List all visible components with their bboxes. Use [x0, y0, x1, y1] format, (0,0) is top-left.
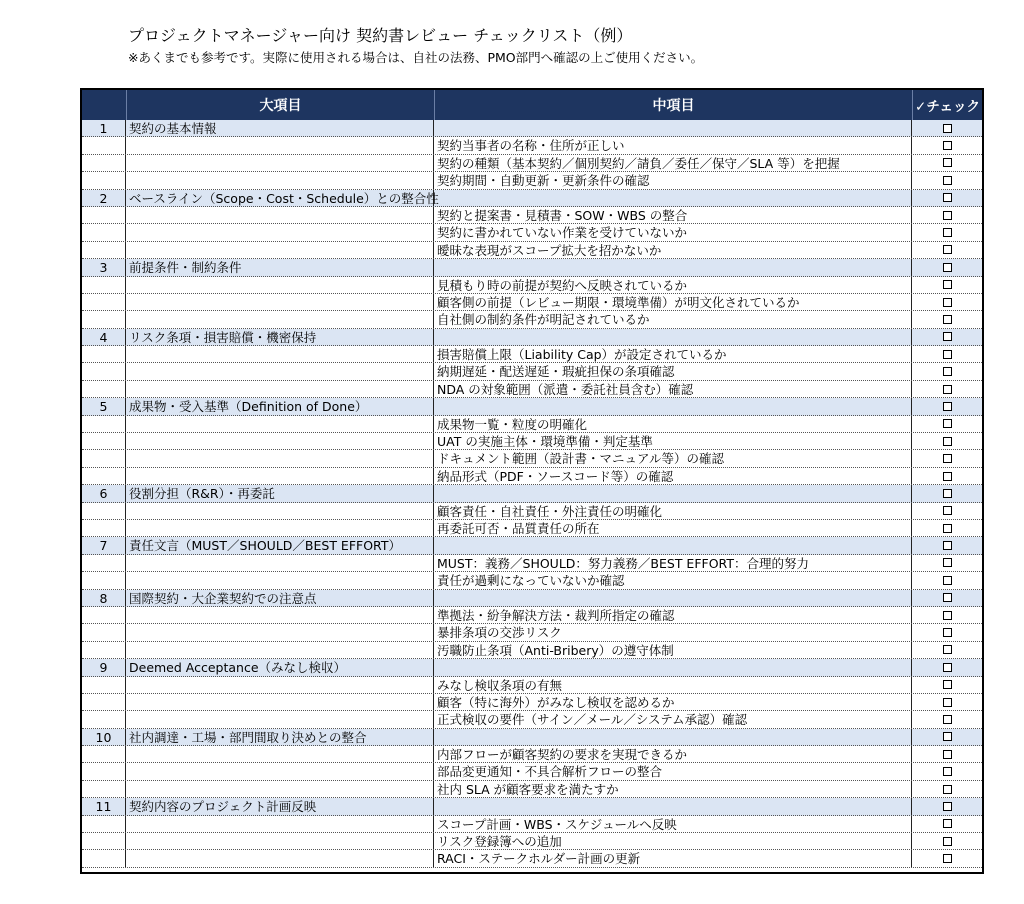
- checkbox[interactable]: [943, 715, 952, 724]
- major-item-text: [126, 694, 434, 710]
- middle-item-text: 顧客側の前提（レビュー期限・環境準備）が明文化されているか: [434, 294, 912, 310]
- checkbox[interactable]: [943, 193, 952, 202]
- major-item-text: [126, 624, 434, 640]
- check-cell: [912, 816, 982, 832]
- category-row: [82, 537, 982, 554]
- check-cell: [912, 294, 982, 310]
- check-cell: [912, 798, 982, 814]
- middle-item-text: [434, 120, 912, 136]
- checklist-row: [82, 677, 982, 694]
- header-check: ✓チェック: [912, 90, 982, 120]
- checklist-row: [82, 346, 982, 363]
- middle-item-text: 契約当事者の名称・住所が正しい: [434, 137, 912, 153]
- checkbox[interactable]: [943, 280, 952, 289]
- middle-item-text: [434, 537, 912, 553]
- row-number: 8: [82, 590, 126, 606]
- check-cell: [912, 329, 982, 345]
- check-cell: [912, 137, 982, 153]
- checkbox[interactable]: [943, 837, 952, 846]
- checkbox[interactable]: [943, 767, 952, 776]
- row-number: [82, 503, 126, 519]
- check-cell: [912, 624, 982, 640]
- check-cell: [912, 224, 982, 240]
- middle-item-text: MUST：義務／SHOULD：努力義務／BEST EFFORT：合理的努力: [434, 555, 912, 571]
- checklist-row: [82, 416, 982, 433]
- major-item-text: [126, 155, 434, 171]
- row-number: [82, 520, 126, 536]
- row-number: [82, 746, 126, 762]
- checklist-row: [82, 363, 982, 380]
- checklist-row: [82, 816, 982, 833]
- row-number: 6: [82, 485, 126, 501]
- category-row: [82, 485, 982, 502]
- check-cell: [912, 659, 982, 675]
- checklist-row: [82, 207, 982, 224]
- checkbox[interactable]: [943, 472, 952, 481]
- row-number: 9: [82, 659, 126, 675]
- row-number: [82, 172, 126, 188]
- row-number: [82, 224, 126, 240]
- category-row: [82, 729, 982, 746]
- middle-item-text: 準拠法・紛争解決方法・裁判所指定の確認: [434, 607, 912, 623]
- major-item-text: [126, 642, 434, 658]
- row-number: [82, 763, 126, 779]
- row-number: [82, 781, 126, 797]
- major-item-text: リスク条項・損害賠償・機密保持: [126, 329, 434, 345]
- check-cell: [912, 398, 982, 414]
- check-cell: [912, 607, 982, 623]
- category-row: [82, 590, 982, 607]
- row-number: [82, 816, 126, 832]
- checkbox[interactable]: [943, 437, 952, 446]
- checklist-row: [82, 433, 982, 450]
- check-cell: [912, 833, 982, 849]
- check-cell: [912, 590, 982, 606]
- check-cell: [912, 155, 982, 171]
- checkbox[interactable]: [943, 558, 952, 567]
- header-middle-item: 中項目: [434, 90, 912, 120]
- row-number: [82, 711, 126, 727]
- major-item-text: [126, 433, 434, 449]
- checklist-row: [82, 624, 982, 641]
- check-cell: [912, 781, 982, 797]
- middle-item-text: [434, 329, 912, 345]
- check-cell: [912, 259, 982, 275]
- row-number: [82, 833, 126, 849]
- middle-item-text: ドキュメント範囲（設計書・マニュアル等）の確認: [434, 450, 912, 466]
- middle-item-text: 契約の種類（基本契約／個別契約／請負／委任／保守／SLA 等）を把握: [434, 155, 912, 171]
- major-item-text: [126, 277, 434, 293]
- check-cell: [912, 572, 982, 588]
- middle-item-text: 部品変更通知・不具合解析フローの整合: [434, 763, 912, 779]
- middle-item-text: 納品形式（PDF・ソースコード等）の確認: [434, 468, 912, 484]
- major-item-text: [126, 607, 434, 623]
- checkbox[interactable]: [943, 124, 952, 133]
- major-item-text: [126, 137, 434, 153]
- row-number: 7: [82, 537, 126, 553]
- check-cell: [912, 729, 982, 745]
- major-item-text: 成果物・受入基準（Definition of Done）: [126, 398, 434, 414]
- checkbox[interactable]: [943, 576, 952, 585]
- checkbox[interactable]: [943, 419, 952, 428]
- checkbox[interactable]: [943, 176, 952, 185]
- checklist-row: [82, 642, 982, 659]
- major-item-text: [126, 572, 434, 588]
- major-item-text: 契約の基本情報: [126, 120, 434, 136]
- checkbox[interactable]: [943, 298, 952, 307]
- row-number: [82, 850, 126, 866]
- middle-item-text: [434, 590, 912, 606]
- check-cell: [912, 537, 982, 553]
- checklist-row: [82, 711, 982, 728]
- category-row: [82, 659, 982, 676]
- row-number: [82, 242, 126, 258]
- checklist-row: [82, 746, 982, 763]
- checkbox[interactable]: [943, 454, 952, 463]
- checklist-row: [82, 572, 982, 589]
- middle-item-text: [434, 485, 912, 501]
- row-number: [82, 468, 126, 484]
- middle-item-text: 責任が過剰になっていないか確認: [434, 572, 912, 588]
- row-number: [82, 677, 126, 693]
- checklist-row: [82, 311, 982, 328]
- check-cell: [912, 450, 982, 466]
- row-number: [82, 137, 126, 153]
- checklist-row: [82, 850, 982, 867]
- row-number: 11: [82, 798, 126, 814]
- row-number: 10: [82, 729, 126, 745]
- row-number: 1: [82, 120, 126, 136]
- major-item-text: [126, 711, 434, 727]
- category-row: [82, 259, 982, 276]
- major-item-text: [126, 381, 434, 397]
- middle-item-text: 契約に書かれていない作業を受けていないか: [434, 224, 912, 240]
- checklist-row: [82, 763, 982, 780]
- row-number: [82, 624, 126, 640]
- major-item-text: [126, 450, 434, 466]
- row-number: [82, 155, 126, 171]
- major-item-text: Deemed Acceptance（みなし検収）: [126, 659, 434, 675]
- major-item-text: [126, 781, 434, 797]
- check-cell: [912, 416, 982, 432]
- checkbox[interactable]: [943, 141, 952, 150]
- middle-item-text: [434, 259, 912, 275]
- row-number: [82, 450, 126, 466]
- check-cell: [912, 363, 982, 379]
- category-row: [82, 120, 982, 137]
- checklist-row: [82, 694, 982, 711]
- category-row: [82, 798, 982, 815]
- row-number: [82, 363, 126, 379]
- middle-item-text: リスク登録簿への追加: [434, 833, 912, 849]
- category-row: [82, 398, 982, 415]
- middle-item-text: 顧客（特に海外）がみなし検収を認めるか: [434, 694, 912, 710]
- row-number: [82, 381, 126, 397]
- checkbox[interactable]: [943, 402, 952, 411]
- major-item-text: [126, 363, 434, 379]
- checkbox[interactable]: [943, 750, 952, 759]
- check-cell: [912, 242, 982, 258]
- checkbox[interactable]: [943, 628, 952, 637]
- disclaimer-note: ※あくまでも参考です。実際に使用される場合は、自社の法務、PMO部門へ確認の上ご使用ください。: [128, 50, 704, 65]
- table-body: [82, 120, 982, 868]
- check-cell: [912, 677, 982, 693]
- row-number: [82, 277, 126, 293]
- checkbox[interactable]: [943, 645, 952, 654]
- middle-item-text: 社内 SLA が顧客要求を満たすか: [434, 781, 912, 797]
- checkbox[interactable]: [943, 802, 952, 811]
- row-number: [82, 694, 126, 710]
- row-number: [82, 607, 126, 623]
- major-item-text: [126, 416, 434, 432]
- checkbox[interactable]: [943, 593, 952, 602]
- major-item-text: [126, 503, 434, 519]
- category-row: [82, 329, 982, 346]
- check-cell: [912, 172, 982, 188]
- check-cell: [912, 711, 982, 727]
- checkbox[interactable]: [943, 245, 952, 254]
- checkbox[interactable]: [943, 315, 952, 324]
- middle-item-text: [434, 398, 912, 414]
- major-item-text: [126, 555, 434, 571]
- checklist-row: [82, 781, 982, 798]
- major-item-text: [126, 294, 434, 310]
- middle-item-text: 契約と提案書・見積書・SOW・WBS の整合: [434, 207, 912, 223]
- checkbox[interactable]: [943, 698, 952, 707]
- middle-item-text: 成果物一覧・粒度の明確化: [434, 416, 912, 432]
- checkbox[interactable]: [943, 819, 952, 828]
- checkbox[interactable]: [943, 611, 952, 620]
- check-cell: [912, 763, 982, 779]
- middle-item-text: 納期遅延・配送遅延・瑕疵担保の条項確認: [434, 363, 912, 379]
- check-cell: [912, 433, 982, 449]
- checkbox[interactable]: [943, 785, 952, 794]
- row-number: [82, 433, 126, 449]
- middle-item-text: [434, 190, 912, 206]
- checkbox[interactable]: [943, 680, 952, 689]
- check-cell: [912, 207, 982, 223]
- checklist-row: [82, 224, 982, 241]
- middle-item-text: スコープ計画・WBS・スケジュールへ反映: [434, 816, 912, 832]
- major-item-text: [126, 207, 434, 223]
- checkbox[interactable]: [943, 211, 952, 220]
- middle-item-text: 再委託可否・品質責任の所在: [434, 520, 912, 536]
- checklist-row: [82, 555, 982, 572]
- checkbox[interactable]: [943, 332, 952, 341]
- checklist-row: [82, 468, 982, 485]
- major-item-text: 国際契約・大企業契約での注意点: [126, 590, 434, 606]
- middle-item-text: [434, 798, 912, 814]
- check-cell: [912, 120, 982, 136]
- middle-item-text: 汚職防止条項（Anti-Bribery）の遵守体制: [434, 642, 912, 658]
- middle-item-text: 契約期間・自動更新・更新条件の確認: [434, 172, 912, 188]
- checklist-row: [82, 520, 982, 537]
- checklist-row: [82, 381, 982, 398]
- check-cell: [912, 694, 982, 710]
- major-item-text: [126, 677, 434, 693]
- major-item-text: [126, 242, 434, 258]
- major-item-text: ベースライン（Scope・Cost・Schedule）との整合性: [126, 190, 434, 206]
- major-item-text: [126, 816, 434, 832]
- middle-item-text: 損害賠償上限（Liability Cap）が設定されているか: [434, 346, 912, 362]
- checklist-row: [82, 607, 982, 624]
- checklist-row: [82, 294, 982, 311]
- middle-item-text: みなし検収条項の有無: [434, 677, 912, 693]
- category-row: [82, 190, 982, 207]
- checkbox[interactable]: [943, 506, 952, 515]
- middle-item-text: 顧客責任・自社責任・外注責任の明確化: [434, 503, 912, 519]
- check-cell: [912, 850, 982, 866]
- major-item-text: [126, 468, 434, 484]
- checkbox[interactable]: [943, 854, 952, 863]
- check-cell: [912, 346, 982, 362]
- row-number: [82, 572, 126, 588]
- row-number: 5: [82, 398, 126, 414]
- check-cell: [912, 190, 982, 206]
- middle-item-text: [434, 729, 912, 745]
- check-cell: [912, 381, 982, 397]
- check-cell: [912, 485, 982, 501]
- table-header: [82, 90, 982, 120]
- checkbox[interactable]: [943, 541, 952, 550]
- major-item-text: [126, 763, 434, 779]
- check-cell: [912, 503, 982, 519]
- checklist-row: [82, 503, 982, 520]
- major-item-text: 責任文言（MUST／SHOULD／BEST EFFORT）: [126, 537, 434, 553]
- major-item-text: 前提条件・制約条件: [126, 259, 434, 275]
- checkbox[interactable]: [943, 158, 952, 167]
- checkbox[interactable]: [943, 350, 952, 359]
- row-number: [82, 311, 126, 327]
- middle-item-text: 曖昧な表現がスコープ拡大を招かないか: [434, 242, 912, 258]
- check-cell: [912, 468, 982, 484]
- checklist-row: [82, 137, 982, 154]
- major-item-text: [126, 833, 434, 849]
- checkbox[interactable]: [943, 263, 952, 272]
- checklist-table: [80, 88, 984, 874]
- checkbox[interactable]: [943, 367, 952, 376]
- checklist-row: [82, 277, 982, 294]
- row-number: 3: [82, 259, 126, 275]
- checklist-row: [82, 833, 982, 850]
- middle-item-text: [434, 659, 912, 675]
- middle-item-text: 暴排条項の交渉リスク: [434, 624, 912, 640]
- major-item-text: [126, 346, 434, 362]
- row-number: [82, 346, 126, 362]
- check-cell: [912, 520, 982, 536]
- middle-item-text: UAT の実施主体・環境準備・判定基準: [434, 433, 912, 449]
- checklist-row: [82, 242, 982, 259]
- checkbox[interactable]: [943, 663, 952, 672]
- header-number: [82, 90, 126, 120]
- checkbox[interactable]: [943, 489, 952, 498]
- major-item-text: 役割分担（R&R）・再委託: [126, 485, 434, 501]
- checkbox[interactable]: [943, 524, 952, 533]
- row-number: [82, 416, 126, 432]
- major-item-text: [126, 311, 434, 327]
- major-item-text: [126, 172, 434, 188]
- middle-item-text: RACI・ステークホルダー計画の更新: [434, 850, 912, 866]
- check-cell: [912, 642, 982, 658]
- checkbox[interactable]: [943, 732, 952, 741]
- middle-item-text: 自社側の制約条件が明記されているか: [434, 311, 912, 327]
- row-number: 2: [82, 190, 126, 206]
- row-number: 4: [82, 329, 126, 345]
- major-item-text: 社内調達・工場・部門間取り決めとの整合: [126, 729, 434, 745]
- checklist-row: [82, 450, 982, 467]
- row-number: [82, 642, 126, 658]
- checkbox[interactable]: [943, 228, 952, 237]
- header-major-item: 大項目: [126, 90, 434, 120]
- major-item-text: [126, 850, 434, 866]
- checkbox[interactable]: [943, 385, 952, 394]
- middle-item-text: 内部フローが顧客契約の要求を実現できるか: [434, 746, 912, 762]
- major-item-text: 契約内容のプロジェクト計画反映: [126, 798, 434, 814]
- check-cell: [912, 311, 982, 327]
- major-item-text: [126, 224, 434, 240]
- check-cell: [912, 277, 982, 293]
- check-cell: [912, 746, 982, 762]
- row-number: [82, 555, 126, 571]
- middle-item-text: NDA の対象範囲（派遣・委託社員含む）確認: [434, 381, 912, 397]
- middle-item-text: 見積もり時の前提が契約へ反映されているか: [434, 277, 912, 293]
- row-number: [82, 207, 126, 223]
- middle-item-text: 正式検収の要件（サイン／メール／システム承認）確認: [434, 711, 912, 727]
- major-item-text: [126, 520, 434, 536]
- major-item-text: [126, 746, 434, 762]
- checklist-row: [82, 172, 982, 189]
- checklist-row: [82, 155, 982, 172]
- row-number: [82, 294, 126, 310]
- check-cell: [912, 555, 982, 571]
- page-title: プロジェクトマネージャー向け 契約書レビュー チェックリスト（例）: [128, 26, 633, 45]
